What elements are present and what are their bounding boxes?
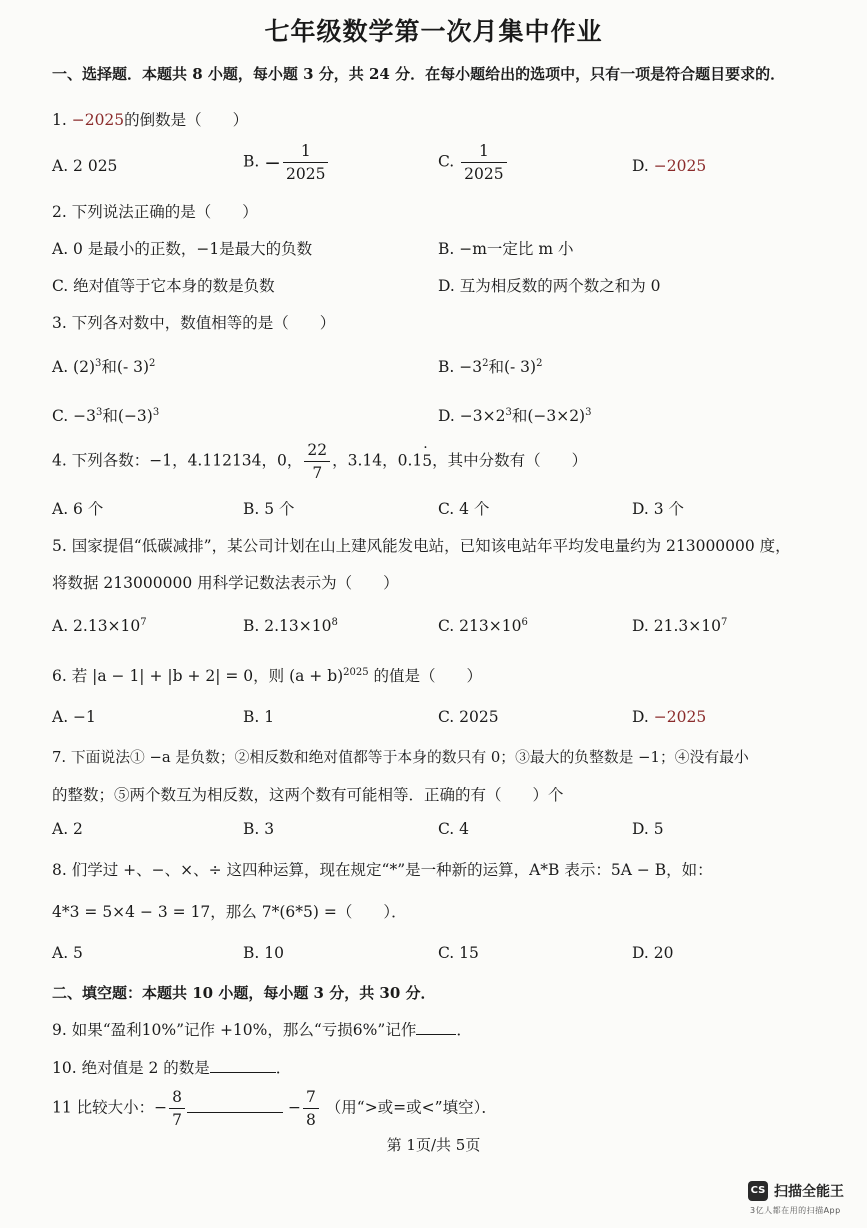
q8-option-b: B. 10 [243, 944, 284, 962]
q3-a-exp1: 3 [95, 357, 102, 369]
q11-fraction-2 [303, 1086, 319, 1131]
q3-b-exp2: 2 [536, 357, 543, 369]
section-heading-fill-blank: 二、填空题：本题共 10 小题，每小题 3 分，共 30 分． [52, 984, 436, 1002]
q11-minus: − [287, 1098, 301, 1117]
q6-option-d-value: −2025 [653, 708, 707, 726]
q1-number: 1. [52, 111, 72, 129]
question-1-stem [52, 108, 248, 130]
q11-instruction: （用“>或=或<”填空）． [325, 1098, 497, 1117]
q6-text-post: 的值是（ ） [368, 667, 483, 685]
q3-c-base: C. −3 [52, 407, 97, 425]
q1-option-c [438, 140, 509, 185]
q1-option-c-label: C. [438, 152, 455, 171]
page-footer: 第 1页/共 5页 [386, 1136, 481, 1154]
q3-a-base: A. (2) [52, 358, 96, 376]
question-8-line-2: 4*3 = 5×4 − 3 = 17，那么 7*(6*5) =（ ）． [52, 903, 407, 921]
q7-option-a: A. 2 [52, 820, 83, 838]
q6-option-a: A. −1 [52, 708, 96, 726]
q5-option-d [632, 617, 727, 635]
q7-option-c: C. 4 [438, 820, 470, 838]
q2-option-a: A. 0 是最小的正数，−1是最大的负数 [52, 240, 313, 258]
fraction-numerator: 22 [304, 439, 330, 462]
fraction-numerator: 1 [283, 140, 328, 163]
q4-option-d: D. 3 个 [632, 500, 685, 518]
fraction-denominator: 7 [312, 464, 323, 482]
q5-b-base: B. 2.13×10 [243, 617, 332, 635]
question-4-stem [52, 439, 587, 484]
q3-option-d [438, 404, 591, 426]
q5-a-base: A. 2.13×10 [52, 617, 141, 635]
question-6-stem [52, 664, 482, 686]
q1-option-d-label: D. [632, 157, 649, 175]
q5-c-exp: 6 [521, 616, 528, 628]
q6-option-c: C. 2025 [438, 708, 499, 726]
q3-b-base: B. −3 [438, 358, 483, 376]
q5-option-b [243, 617, 338, 635]
question-7-line-1: 7. 下面说法① −a 是负数；②相反数和绝对值都等于本身的数只有 0；③最大的负整数是 −1；④没有最小 [52, 749, 749, 766]
question-2-stem: 2. 下列说法正确的是（ ） [52, 203, 258, 221]
q3-b-exp1: 2 [482, 357, 489, 369]
q3-c-exp1: 3 [96, 406, 103, 418]
q4-repeating-digit: 5 · [422, 452, 432, 470]
q5-d-base: D. 21.3×10 [632, 617, 721, 635]
q7-option-b: B. 3 [243, 820, 275, 838]
q3-d-mid: 和(−3×2) [511, 407, 586, 425]
q5-option-a [52, 617, 147, 635]
q1-option-b-sign: − [264, 150, 282, 175]
q1-option-d-value: −2025 [653, 157, 707, 175]
question-8-line-1: 8. 们学过 +、−、×、÷ 这四种运算，现在规定“*”是一种新的运算，A*B 表示：5A − B，如： [52, 861, 713, 879]
q1-value: −2025 [71, 111, 125, 129]
q1-option-a: A. 2 025 [52, 157, 118, 175]
q5-a-exp: 7 [140, 616, 147, 628]
question-10 [52, 1056, 291, 1078]
q5-d-exp: 7 [720, 616, 728, 628]
question-3-stem: 3. 下列各对数中，数值相等的是（ ） [52, 314, 336, 332]
q3-a-mid: 和(- 3) [101, 358, 150, 376]
question-5-line-2: 将数据 213000000 用科学记数法表示为（ ） [52, 574, 399, 592]
q4-text-post: ，其中分数有（ ） [432, 451, 588, 470]
q11-answer-blank[interactable] [187, 1098, 283, 1113]
q9-text: 9. 如果“盈利10%”记作 +10%，那么“亏损6%”记作 [52, 1021, 417, 1039]
camscanner-logo-icon: CS [748, 1181, 768, 1201]
q5-b-exp: 8 [331, 616, 338, 628]
q6-exponent: 2025 [343, 666, 369, 678]
fraction-denominator: 7 [172, 1111, 183, 1129]
fraction-denominator: 2025 [464, 165, 504, 183]
q3-option-c [52, 404, 159, 426]
q10-period: ． [275, 1059, 292, 1077]
q4-option-a: A. 6 个 [52, 500, 104, 518]
fraction-numerator: 8 [169, 1086, 185, 1109]
q6-option-d [632, 708, 706, 726]
section-heading-choice: 一、选择题．本题共 8 小题，每小题 3 分，共 24 分．在每小题给出的选项中，只有一项是符合题目要求的． [52, 65, 786, 83]
question-11 [52, 1086, 497, 1131]
q10-text: 10. 绝对值是 2 的数是 [52, 1059, 210, 1077]
q3-c-mid: 和(−3) [102, 407, 153, 425]
q6-option-d-label: D. [632, 708, 649, 726]
q2-option-d: D. 互为相反数的两个数之和为 0 [438, 277, 661, 295]
fraction-numerator: 7 [303, 1086, 319, 1109]
q1-option-b-label: B. [243, 152, 260, 171]
q3-option-b [438, 355, 542, 377]
question-5-line-1: 5. 国家提倡“低碳减排”，某公司计划在山上建风能发电站，已知该电站年平均发电量约为 213000000 度， [52, 537, 791, 555]
q7-option-d: D. 5 [632, 820, 664, 838]
q1-option-c-fraction [461, 140, 506, 185]
fraction-denominator: 2025 [286, 165, 326, 183]
q2-option-b: B. −m一定比 m 小 [438, 240, 574, 258]
q2-option-c: C. 绝对值等于它本身的数是负数 [52, 277, 275, 295]
q6-option-b: B. 1 [243, 708, 275, 726]
q11-fraction-1 [169, 1086, 185, 1131]
q8-option-c: C. 15 [438, 944, 479, 962]
q1-option-b [243, 140, 330, 185]
q1-option-b-fraction [283, 140, 328, 185]
q8-option-a: A. 5 [52, 944, 83, 962]
q3-c-exp2: 3 [152, 406, 160, 418]
q3-a-exp2: 2 [149, 357, 156, 369]
fraction-numerator: 1 [461, 140, 506, 163]
q5-option-c [438, 617, 528, 635]
q4-option-c: C. 4 个 [438, 500, 490, 518]
q3-option-a [52, 355, 155, 377]
q3-b-mid: 和(- 3) [488, 358, 537, 376]
q10-answer-blank[interactable] [210, 1058, 276, 1073]
q8-option-d: D. 20 [632, 944, 674, 962]
q9-answer-blank[interactable] [416, 1020, 456, 1035]
page-title: 七年级数学第一次月集中作业 [264, 17, 603, 46]
fraction-denominator: 8 [305, 1111, 316, 1129]
q3-d-exp1: 3 [505, 406, 512, 418]
q4-fraction [304, 439, 330, 484]
q1-option-d [632, 157, 706, 175]
q5-c-base: C. 213×10 [438, 617, 522, 635]
camscanner-tagline: 3亿人都在用的扫描App [750, 1206, 841, 1215]
question-7-line-2: 的整数；⑤两个数互为相反数，这两个数有可能相等．正确的有（ ）个 [52, 786, 564, 804]
q6-text-pre: 6. 若 |a − 1| + |b + 2| = 0，则 (a + b) [52, 667, 344, 685]
q11-text-pre: 11 比较大小：− [52, 1098, 168, 1117]
q4-text-pre: 4. 下列各数：−1，4.112134，0， [52, 451, 303, 470]
q4-text-mid: ，3.14，0.1 [332, 451, 423, 470]
q1-text: 的倒数是（ ） [124, 111, 249, 129]
q3-d-base: D. −3×2 [438, 407, 506, 425]
q9-period: ． [456, 1021, 472, 1039]
q4-option-b: B. 5 个 [243, 500, 295, 518]
question-9 [52, 1018, 472, 1040]
q3-d-exp2: 3 [585, 406, 592, 418]
camscanner-brand-name: 扫描全能王 [774, 1184, 844, 1200]
